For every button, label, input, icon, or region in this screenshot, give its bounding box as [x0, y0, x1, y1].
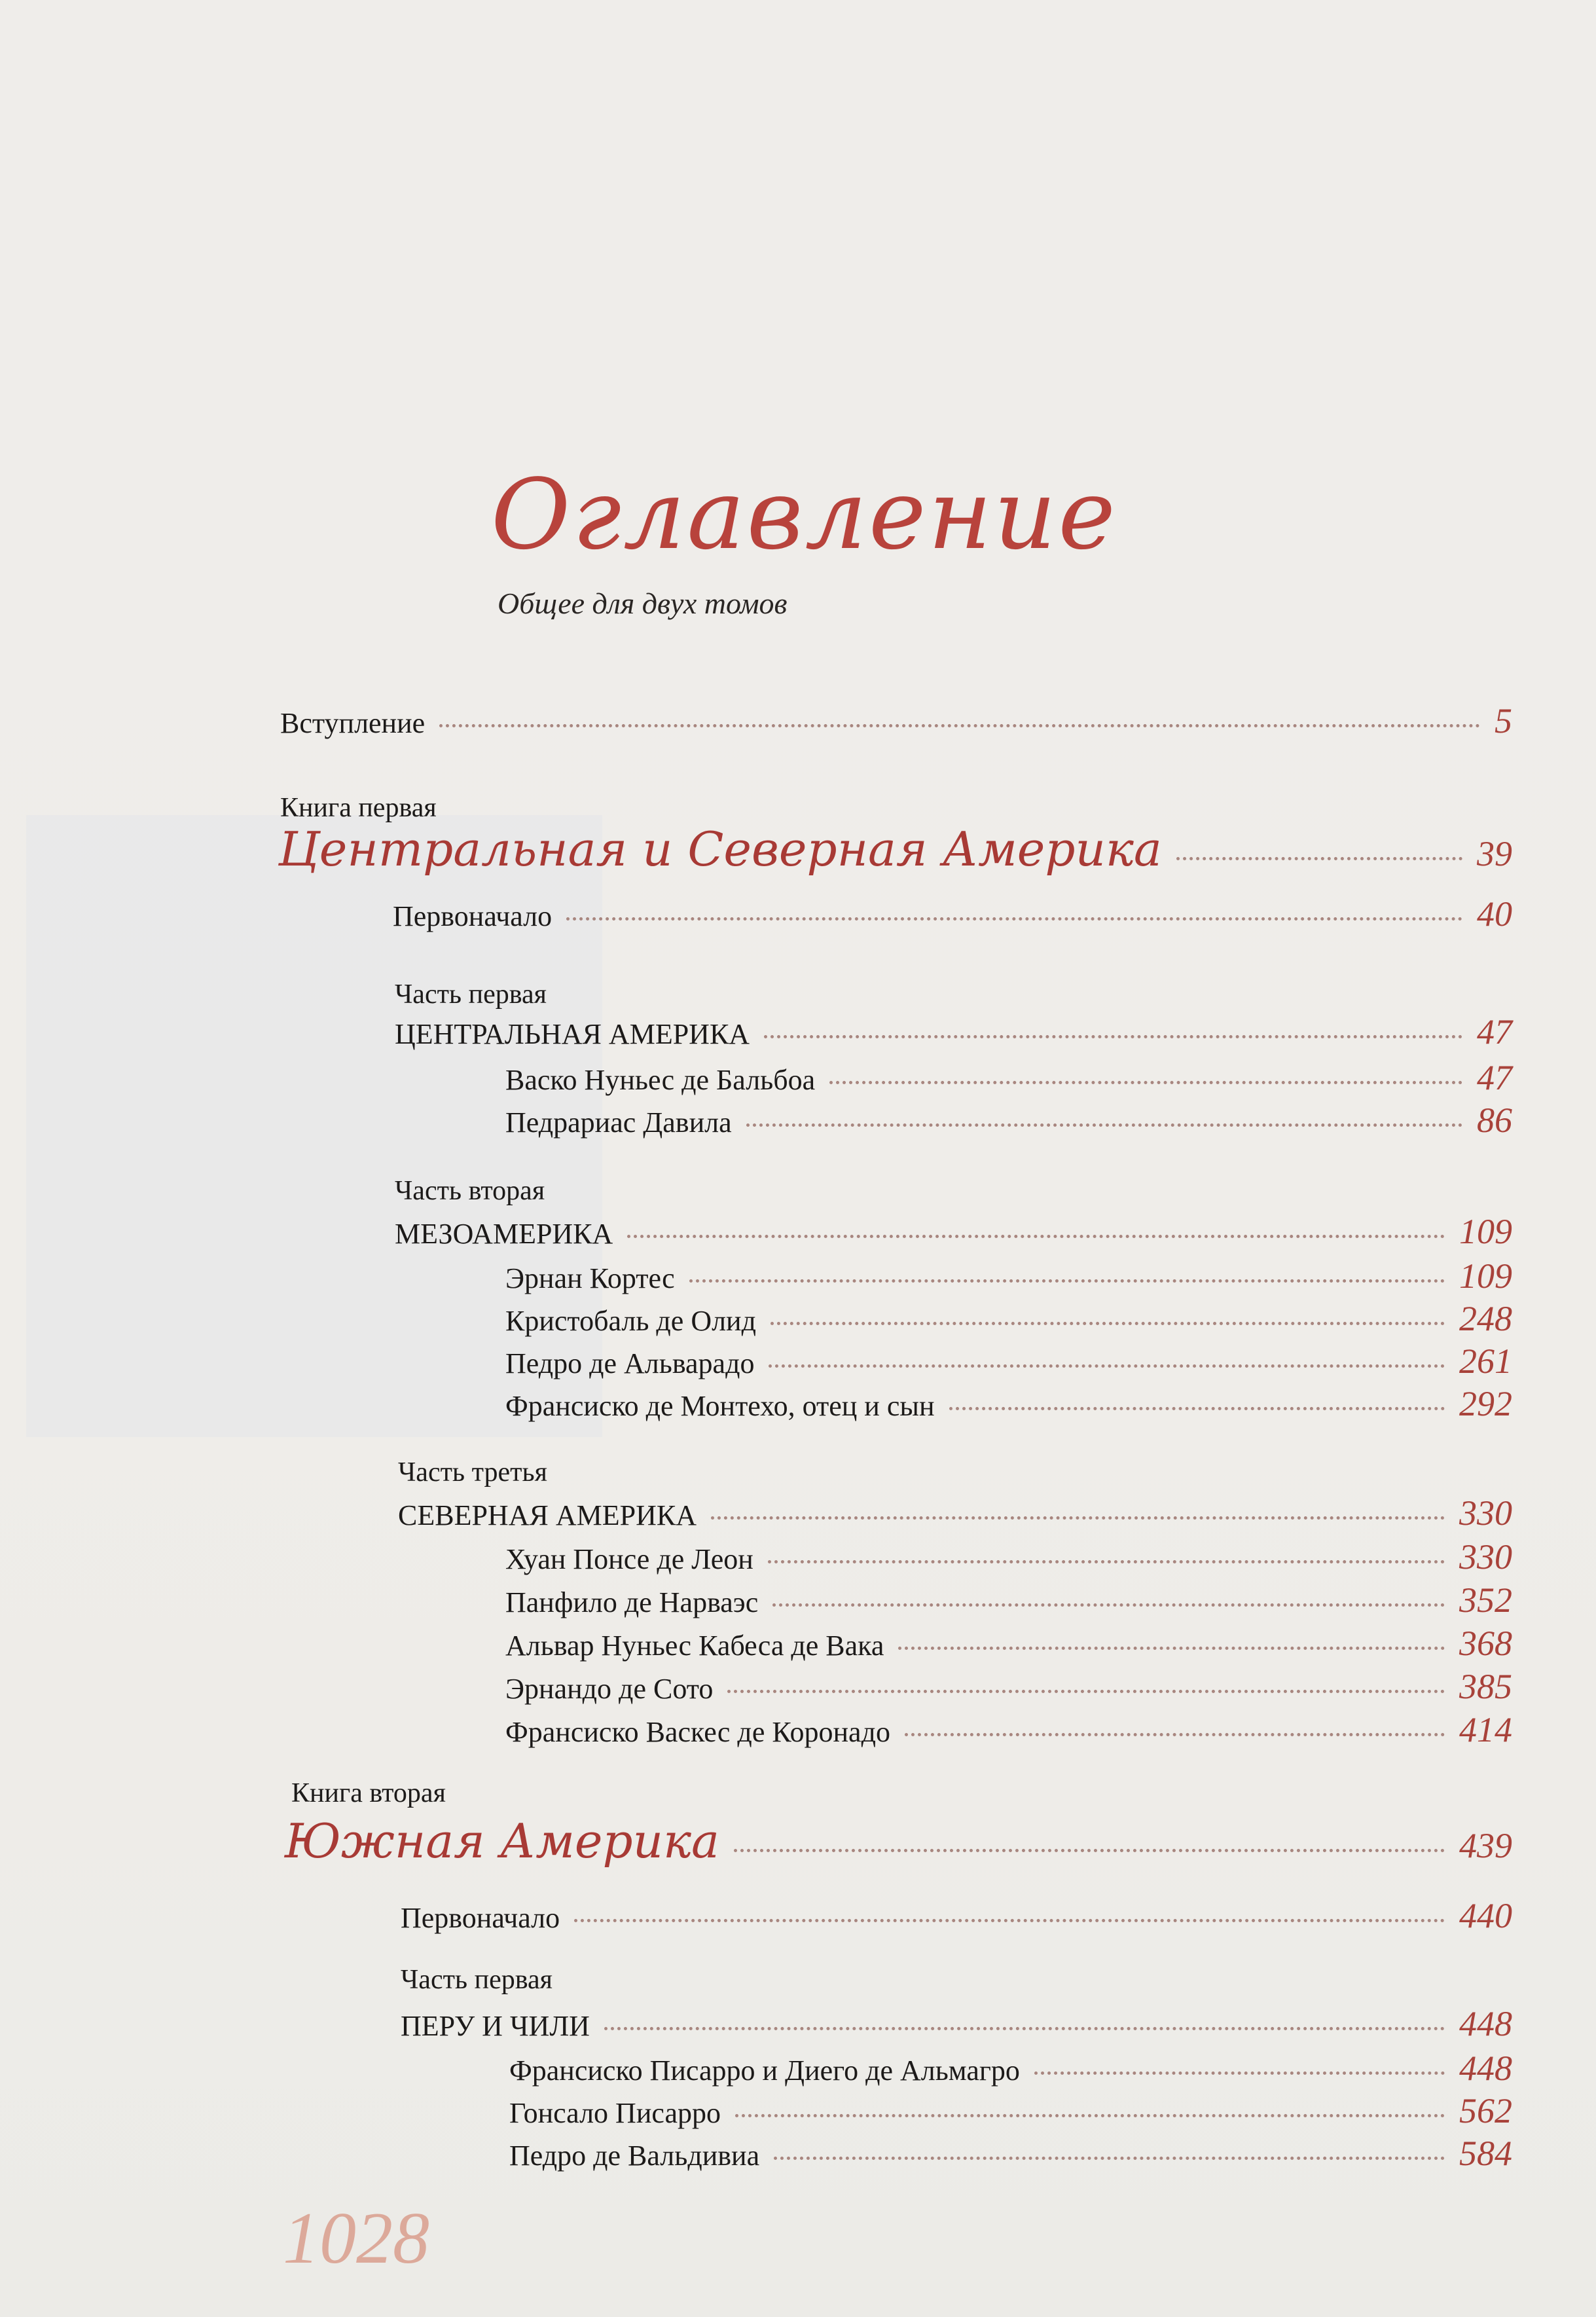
- page-subtitle: Общее для двух томов: [498, 587, 788, 620]
- part-title: ЦЕНТРАЛЬНАЯ АМЕРИКА: [395, 1018, 750, 1050]
- toc-entry-chapter: [505, 1057, 1512, 1098]
- toc-entry-chapter: [505, 1623, 1512, 1664]
- leader-dots: [727, 1690, 1445, 1693]
- toc-entry-chapter: [505, 1537, 1512, 1577]
- toc-page-number: 368: [1459, 1624, 1512, 1663]
- toc-label: Педро де Альварадо: [505, 1347, 755, 1379]
- leader-dots: [1176, 857, 1462, 860]
- part-title: СЕВЕРНАЯ АМЕРИКА: [398, 1499, 697, 1531]
- leader-dots: [746, 1123, 1462, 1127]
- toc-label: Эрнан Кортес: [505, 1262, 675, 1294]
- book1-caption: Книга первая: [280, 793, 437, 823]
- toc-entry-book1-prelude: [393, 894, 1512, 934]
- toc-label: Франсиско Васкес де Коронадо: [505, 1716, 890, 1748]
- toc-page-number: 414: [1459, 1710, 1512, 1749]
- toc-label: Эрнандо де Сото: [505, 1673, 714, 1705]
- leader-dots: [769, 1364, 1445, 1368]
- toc-entry-part: [401, 2003, 1512, 2044]
- leader-dots: [439, 724, 1480, 727]
- book2-title: Южная Америка: [285, 1814, 719, 1869]
- page-title: Оглавление: [491, 458, 1117, 571]
- toc-page-number: 47: [1477, 1058, 1512, 1097]
- toc-entry-chapter: [505, 1100, 1512, 1140]
- leader-dots: [604, 2027, 1445, 2030]
- toc-entry-part: [398, 1493, 1512, 1533]
- toc-entry-part: [395, 1211, 1512, 1252]
- toc-page-number: 86: [1477, 1101, 1512, 1140]
- toc-entry-chapter: [505, 1666, 1512, 1707]
- toc-page-number: 109: [1459, 1256, 1512, 1296]
- book1-title: Центральная и Северная Америка: [278, 822, 1162, 877]
- book2-caption: Книга вторая: [291, 1778, 446, 1808]
- part-caption: Часть первая: [395, 979, 547, 1010]
- toc-entry-part: [395, 1012, 1512, 1052]
- toc-page-number: 261: [1459, 1341, 1512, 1381]
- leader-dots: [1034, 2071, 1445, 2075]
- toc-label: Васко Нуньес де Бальбоа: [505, 1064, 816, 1096]
- leader-dots: [627, 1235, 1445, 1238]
- toc-label: Первоначало: [393, 900, 553, 932]
- toc-entry-intro: [280, 701, 1512, 741]
- leader-dots: [574, 1919, 1445, 1922]
- toc-label: Хуан Понсе де Леон: [505, 1543, 753, 1575]
- toc-page-number: 40: [1477, 894, 1512, 934]
- toc-page-number: 352: [1459, 1580, 1512, 1620]
- leader-dots: [829, 1081, 1462, 1084]
- leader-dots: [566, 917, 1462, 921]
- leader-dots: [689, 1279, 1445, 1283]
- toc-page-number: 448: [1459, 2049, 1512, 2088]
- toc-page-number: 292: [1459, 1384, 1512, 1423]
- leader-dots: [774, 2157, 1445, 2160]
- toc-page-number: 562: [1459, 2091, 1512, 2130]
- toc-entry-chapter: [505, 1580, 1512, 1620]
- toc-page-number: 5: [1495, 701, 1512, 740]
- toc-entry-book1: [278, 822, 1512, 877]
- toc-entry-book2-prelude: [401, 1895, 1512, 1936]
- leader-dots: [734, 1849, 1445, 1852]
- leader-dots: [771, 1322, 1445, 1325]
- leader-dots: [735, 2114, 1445, 2117]
- toc-page-number: 440: [1459, 1896, 1512, 1935]
- toc-entry-chapter: [505, 1341, 1512, 1381]
- page-folio-number: 1028: [283, 2198, 429, 2279]
- leader-dots: [764, 1035, 1462, 1038]
- toc-entry-chapter: [505, 1383, 1512, 1424]
- toc-entry-chapter: [509, 2048, 1512, 2089]
- leader-dots: [768, 1560, 1445, 1563]
- leader-dots: [772, 1603, 1445, 1607]
- toc-label: Франсиско Писарро и Диего де Альмагро: [509, 2054, 1020, 2087]
- leader-dots: [711, 1516, 1445, 1520]
- toc-entry-chapter: [505, 1298, 1512, 1339]
- toc-label: Альвар Нуньес Кабеса де Вака: [505, 1630, 884, 1662]
- toc-entry-chapter: [505, 1256, 1512, 1296]
- part-caption: Часть третья: [398, 1457, 547, 1487]
- toc-page-number: 439: [1459, 1826, 1512, 1865]
- toc-page-number: 448: [1459, 2004, 1512, 2043]
- part-caption: Часть первая: [401, 1965, 553, 1995]
- toc-page-number: 47: [1477, 1012, 1512, 1051]
- leader-dots: [898, 1647, 1445, 1650]
- leader-dots: [949, 1407, 1445, 1410]
- part-title: МЕЗОАМЕРИКА: [395, 1218, 613, 1250]
- toc-page-number: 109: [1459, 1212, 1512, 1251]
- part-caption: Часть вторая: [395, 1176, 545, 1206]
- toc-page-number: 385: [1459, 1667, 1512, 1706]
- toc-label: Панфило де Нарваэс: [505, 1586, 759, 1618]
- toc-page-number: 39: [1477, 834, 1512, 873]
- toc-label: Вступление: [280, 707, 426, 739]
- toc-label: Кристобаль де Олид: [505, 1305, 756, 1337]
- toc-label: Гонсало Писарро: [509, 2097, 721, 2129]
- toc-label: Педро де Вальдивиа: [509, 2140, 760, 2172]
- part-title: ПЕРУ И ЧИЛИ: [401, 2010, 590, 2042]
- toc-page-number: 330: [1459, 1493, 1512, 1533]
- leader-dots: [905, 1733, 1445, 1736]
- toc-entry-chapter: [505, 1709, 1512, 1750]
- toc-entry-chapter: [509, 2133, 1512, 2174]
- toc-page-number: 248: [1459, 1299, 1512, 1338]
- toc-page-number: 330: [1459, 1537, 1512, 1577]
- toc-label: Франсиско де Монтехо, отец и сын: [505, 1390, 935, 1422]
- toc-entry-book2: [285, 1814, 1512, 1869]
- toc-label: Первоначало: [401, 1902, 560, 1934]
- toc-label: Педрариас Давила: [505, 1106, 732, 1139]
- toc-page-number: 584: [1459, 2134, 1512, 2173]
- toc-entry-chapter: [509, 2090, 1512, 2131]
